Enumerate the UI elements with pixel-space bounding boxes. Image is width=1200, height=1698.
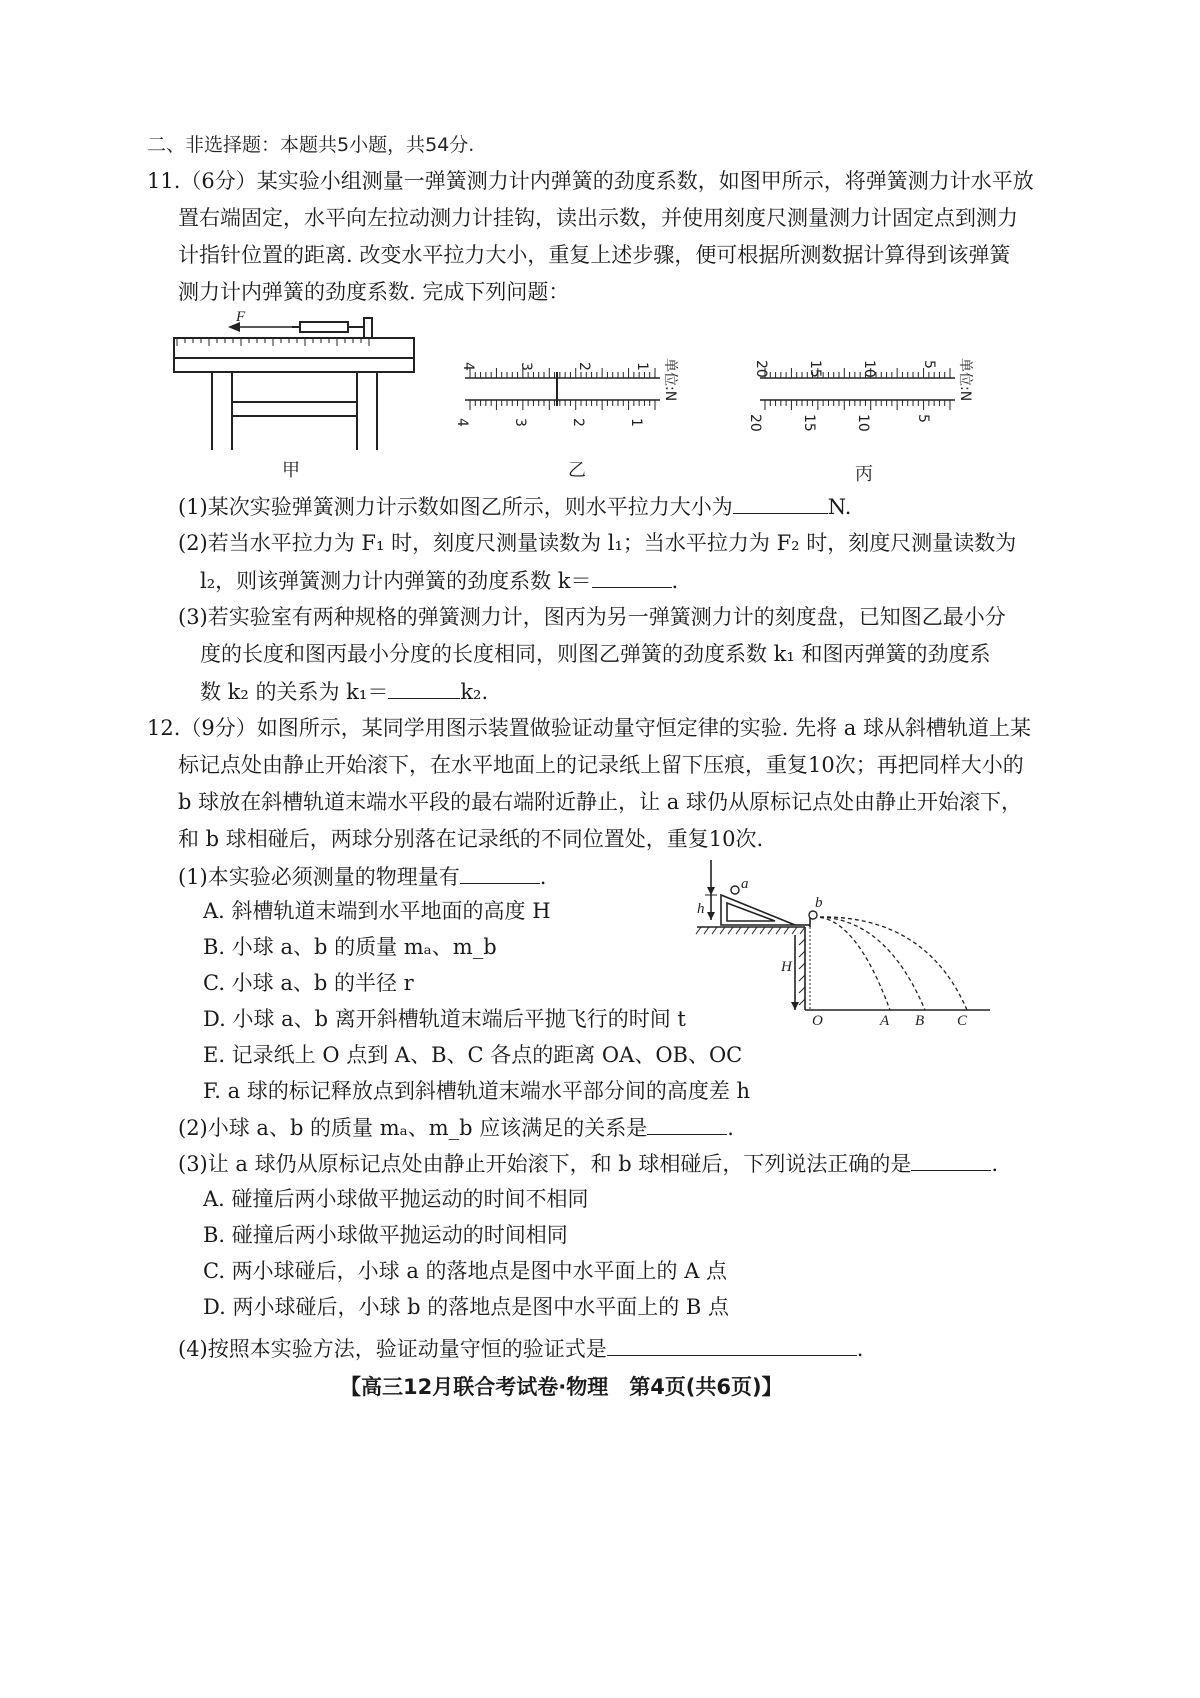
- label-height-H: H: [781, 959, 792, 975]
- q12-sub3-option-c: C. 两小球碰后，小球 a 的落地点是图中水平面上的 A 点: [203, 1259, 728, 1283]
- q11-sub3-line1: (3)若实验室有两种规格的弹簧测力计，图丙为另一弹簧测力计的刻度盘，已知图乙最小分: [178, 605, 1006, 629]
- label-ball-b: b: [815, 895, 823, 911]
- yi-tick-4-bottom: 4: [454, 418, 470, 427]
- bing-tick-15-bottom: 15: [801, 414, 817, 432]
- q12-sub4-text: (4)按照本实验方法，验证动量守恒的验证式是: [178, 1337, 607, 1361]
- q11-line-4: 测力计内弹簧的劲度系数. 完成下列问题：: [178, 280, 570, 304]
- q12-sub1-period: .: [539, 865, 547, 889]
- bing-unit: 单位:N: [957, 358, 973, 402]
- q12-sub4: [178, 1333, 863, 1364]
- q12-sub3-option-a: A. 碰撞后两小球做平抛运动的时间不相同: [203, 1187, 589, 1211]
- q11-sub3-line2: 度的长度和图丙最小分度的长度相同，则图乙弹簧的劲度系数 k₁ 和图丙弹簧的劲度系: [200, 642, 991, 666]
- figure-collision-apparatus: [695, 855, 995, 1029]
- q12-line-2: 标记点处由静止开始滚下，在水平地面上的记录纸上留下压痕，重复10次；再把同样大小的: [178, 753, 1024, 777]
- q11-sub1-unit: N.: [827, 495, 852, 519]
- page-footer: 【高三12月联合考试卷·物理 第4页(共6页)】: [340, 1375, 783, 1399]
- bing-tick-10-bottom: 10: [855, 414, 871, 432]
- bing-tick-20-bottom: 20: [747, 414, 763, 432]
- q12-sub3-option-b: B. 碰撞后两小球做平抛运动的时间相同: [203, 1223, 568, 1247]
- label-point-C: C: [957, 1013, 968, 1029]
- force-label-f: F: [236, 309, 246, 325]
- q11-line-3: 计指针位置的距离. 改变水平拉力大小，重复上述步骤，便可根据所测数据计算得到该弹簧: [178, 243, 1011, 267]
- q12-option-d: D. 小球 a、b 离开斜槽轨道末端后平抛飞行的时间 t: [203, 1007, 686, 1031]
- bing-tick-10-top: 10: [861, 360, 877, 378]
- q12-option-c: C. 小球 a、b 的半径 r: [203, 971, 414, 995]
- yi-tick-2-top: 2: [576, 362, 592, 371]
- q12-line-4: 和 b 球相碰后，两球分别落在记录纸的不同位置处，重复10次.: [178, 827, 764, 851]
- q11-line-1: 11.（6分）某实验小组测量一弹簧测力计内弹簧的劲度系数，如图甲所示，将弹簧测力计水平放: [147, 169, 1034, 193]
- q12-sub3-blank[interactable]: [911, 1148, 991, 1171]
- q12-sub2: [178, 1112, 734, 1143]
- q11-sub3-tail: k₂.: [460, 680, 489, 704]
- bing-tick-5-top: 5: [921, 360, 937, 369]
- q12-option-e: E. 记录纸上 O 点到 A、B、C 各点的距离 OA、OB、OC: [203, 1043, 743, 1067]
- figure-bing-scale-dial: [747, 350, 995, 435]
- bing-tick-15-top: 15: [807, 360, 823, 378]
- yi-tick-1-bottom: 1: [628, 418, 644, 427]
- yi-tick-3-bottom: 3: [512, 418, 528, 427]
- q11-sub1-blank[interactable]: [733, 491, 828, 514]
- q12-sub3-period: .: [991, 1152, 999, 1176]
- q12-line-1: 12.（9分）如图所示，某同学用图示装置做验证动量守恒定律的实验. 先将 a 球从斜槽轨道上某: [147, 716, 1031, 740]
- q12-option-f: F. a 球的标记释放点到斜槽轨道末端水平部分间的高度差 h: [203, 1079, 751, 1103]
- q11-sub2-period: .: [671, 569, 679, 593]
- q12-option-a: A. 斜槽轨道末端到水平地面的高度 H: [203, 899, 551, 923]
- figure-jia-caption: 甲: [282, 460, 300, 481]
- section-header: 二、非选择题：本题共5小题，共54分.: [147, 134, 475, 156]
- figure-yi-scale-dial: [454, 350, 700, 435]
- bing-tick-20-top: 20: [753, 360, 769, 378]
- label-point-B: B: [915, 1013, 925, 1029]
- q11-sub2-line1: (2)若当水平拉力为 F₁ 时，刻度尺测量读数为 l₁；当水平拉力为 F₂ 时，刻度尺测量读数为: [178, 531, 1017, 555]
- q12-sub1-text: (1)本实验必须测量的物理量有: [178, 865, 460, 889]
- q11-sub3-line3: [200, 676, 488, 707]
- label-point-O: O: [812, 1013, 823, 1029]
- q12-sub4-blank[interactable]: [607, 1333, 857, 1356]
- label-point-A: A: [880, 1013, 890, 1029]
- q11-sub3-blank[interactable]: [388, 676, 460, 699]
- yi-tick-4-top: 4: [460, 362, 476, 371]
- q12-sub3-text: (3)让 a 球仍从原标记点处由静止开始滚下，和 b 球相碰后，下列说法正确的是: [178, 1152, 912, 1176]
- q11-sub2-line2: [200, 565, 678, 596]
- q12-sub3: [178, 1148, 998, 1179]
- yi-tick-1-top: 1: [634, 362, 650, 371]
- q12-sub1-blank[interactable]: [460, 861, 540, 884]
- q12-sub2-period: .: [727, 1116, 734, 1140]
- q12-option-b: B. 小球 a、b 的质量 mₐ、m_b: [203, 935, 497, 959]
- q11-sub1: [178, 491, 851, 522]
- yi-unit: 单位:N: [662, 358, 678, 402]
- q12-sub3-option-d: D. 两小球碰后，小球 b 的落地点是图中水平面上的 B 点: [203, 1295, 730, 1319]
- label-height-h: h: [697, 901, 705, 917]
- q12-sub1: [178, 861, 546, 892]
- yi-tick-2-bottom: 2: [570, 418, 586, 427]
- q12-sub2-text: (2)小球 a、b 的质量 mₐ、m_b 应该满足的关系是: [178, 1116, 648, 1140]
- q12-sub4-period: .: [856, 1337, 864, 1361]
- figure-yi-caption: 乙: [568, 460, 586, 481]
- figure-jia-table-setup: [172, 310, 422, 455]
- bing-tick-5-bottom: 5: [915, 414, 931, 423]
- yi-tick-3-top: 3: [518, 362, 534, 371]
- q11-sub3-text: 数 k₂ 的关系为 k₁＝: [200, 680, 389, 704]
- q11-sub1-text: (1)某次实验弹簧测力计示数如图乙所示，则水平拉力大小为: [178, 495, 733, 519]
- q11-line-2: 置右端固定，水平向左拉动测力计挂钩，读出示数，并使用刻度尺测量测力计固定点到测力: [178, 206, 1018, 230]
- label-ball-a: a: [741, 876, 749, 892]
- figure-bing-caption: 丙: [855, 464, 873, 485]
- q11-sub2-text: l₂，则该弹簧测力计内弹簧的劲度系数 k＝: [200, 569, 592, 593]
- q12-line-3: b 球放在斜槽轨道末端水平段的最右端附近静止，让 a 球仍从原标记点处由静止开始滚下，: [178, 790, 1022, 814]
- q12-sub2-blank[interactable]: [647, 1112, 727, 1135]
- q11-sub2-blank[interactable]: [592, 565, 672, 588]
